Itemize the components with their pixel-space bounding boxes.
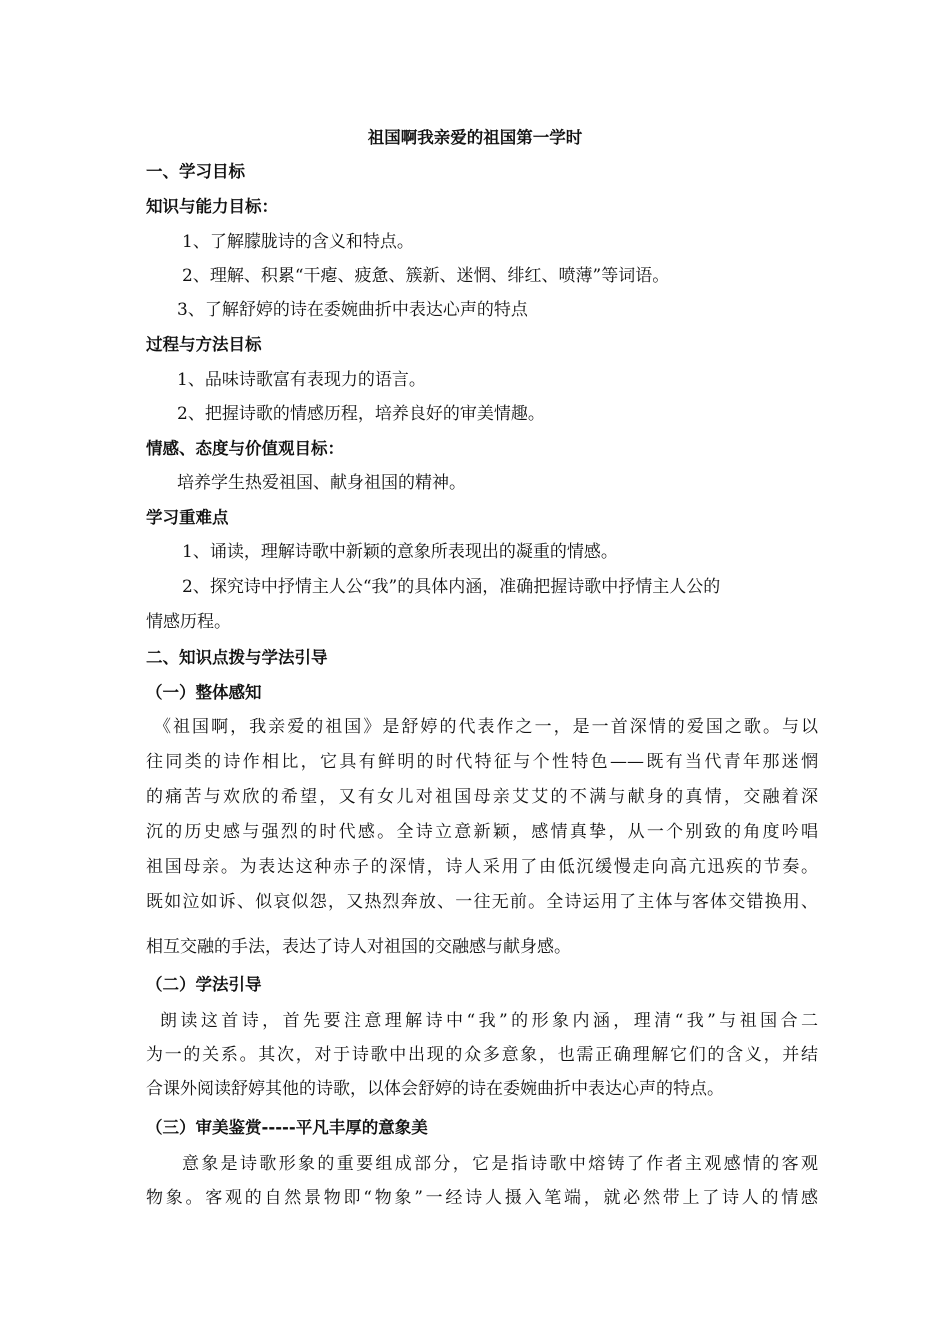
knowledge-item-2: 2、理解、积累“干瘪、疲惫、簇新、迷惘、绯红、喷薄”等词语。: [182, 266, 670, 286]
paragraph-line: 往同类的诗作相比，它具有鲜明的时代特征与个性特色——既有当代青年那迷惘: [146, 752, 818, 772]
subheading-overall-perception: （一）整体感知: [146, 683, 262, 702]
paragraph-line: 既如泣如诉、似哀似怨，又热烈奔放、一往无前。全诗运用了主体与客体交错换用、: [146, 892, 818, 912]
subheading-process-method: 过程与方法目标: [146, 335, 262, 354]
process-item-2: 2、把握诗歌的情感历程，培养良好的审美情趣。: [177, 404, 545, 424]
paragraph-line: 朗读这首诗，首先要注意理解诗中“我”的形象内涵，理清“我”与祖国合二: [160, 1011, 818, 1031]
paragraph-line: 的痛苦与欢欣的希望，又有女儿对祖国母亲艾艾的不满与献身的真情，交融着深: [146, 787, 818, 807]
paragraph-line: 《祖国啊，我亲爱的祖国》是舒婷的代表作之一，是一首深情的爱国之歌。与以: [154, 717, 818, 737]
section-heading-knowledge-guidance: 二、知识点拨与学法引导: [146, 648, 328, 667]
paragraph-line: 为一的关系。其次，对于诗歌中出现的众多意象，也需正确理解它们的含义，并结: [146, 1045, 818, 1065]
knowledge-item-3: 3、了解舒婷的诗在委婉曲折中表达心声的特点: [177, 300, 528, 320]
knowledge-item-1: 1、了解朦胧诗的含义和特点。: [182, 232, 414, 252]
section-heading-learning-goals: 一、学习目标: [146, 162, 245, 181]
paragraph-line: 沉的历史感与强烈的时代感。全诗立意新颖，感情真挚，从一个别致的角度吟唱: [146, 822, 818, 842]
process-item-1: 1、品味诗歌富有表现力的语言。: [177, 370, 426, 390]
paragraph-line: 祖国母亲。为表达这种赤子的深情，诗人采用了由低沉缓慢走向高亢迅疾的节奏。: [146, 857, 818, 877]
difficulty-item-1: 1、诵读，理解诗歌中新颖的意象所表现出的凝重的情感。: [182, 542, 618, 562]
paragraph-line: 物象。客观的自然景物即“物象”一经诗人摄入笔端，就必然带上了诗人的情感: [146, 1188, 818, 1208]
subheading-key-difficulties: 学习重难点: [146, 508, 229, 527]
subheading-learning-method: （二）学法引导: [146, 975, 262, 994]
document-title: 祖国啊我亲爱的祖国第一学时: [367, 128, 583, 147]
paragraph-line: 相互交融的手法，表达了诗人对祖国的交融感与献身感。: [146, 937, 571, 957]
subheading-knowledge-ability: 知识与能力目标：: [146, 197, 278, 216]
paragraph-line: 意象是诗歌形象的重要组成部分，它是指诗歌中熔铸了作者主观感情的客观: [182, 1154, 818, 1174]
difficulty-item-2: 2、探究诗中抒情主人公“我”的具体内涵，准确把握诗歌中抒情主人公的: [182, 577, 721, 597]
subheading-emotion-values: 情感、态度与价值观目标：: [146, 439, 344, 458]
emotion-text: 培养学生热爱祖国、献身祖国的精神。: [177, 473, 466, 493]
paragraph-line: 合课外阅读舒婷其他的诗歌，以体会舒婷的诗在委婉曲折中表达心声的特点。: [146, 1079, 724, 1099]
difficulty-item-2-continuation: 情感历程。: [146, 612, 231, 632]
subheading-aesthetic-appreciation: （三）审美鉴赏-----平凡丰厚的意象美: [146, 1118, 428, 1137]
